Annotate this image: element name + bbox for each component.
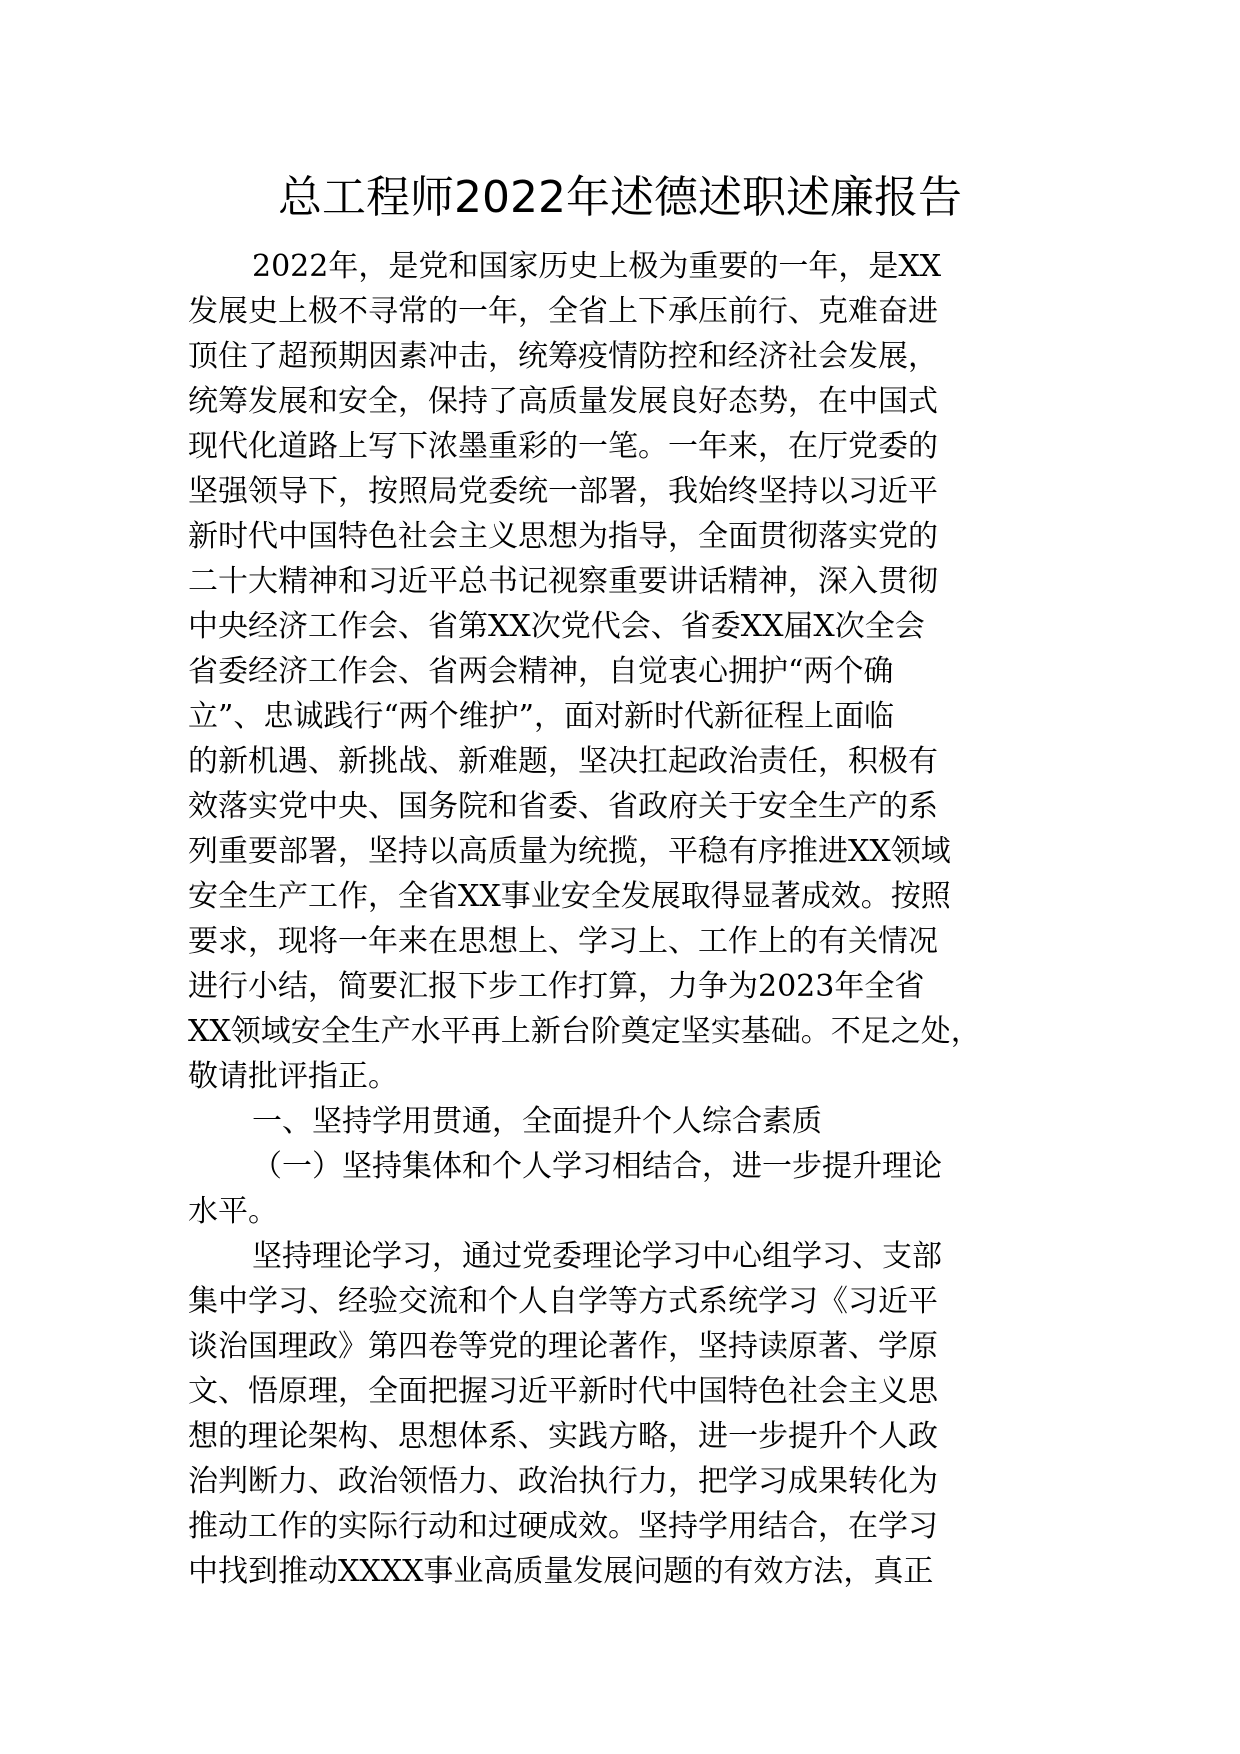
paragraph-line: 顶住了超预期因素冲击，统筹疫情防控和经济社会发展， bbox=[188, 339, 938, 374]
paragraph-line: 2022年，是党和国家历史上极为重要的一年，是XX bbox=[252, 249, 942, 284]
paragraph-line: 发展史上极不寻常的一年，全省上下承压前行、克难奋进 bbox=[188, 294, 938, 329]
paragraph-line: 想的理论架构、思想体系、实践方略，进一步提升个人政 bbox=[188, 1419, 938, 1454]
paragraph-line: 省委经济工作会、省两会精神，自觉衷心拥护“两个确 bbox=[188, 654, 894, 689]
paragraph-line: 进行小结，简要汇报下步工作打算，力争为2023年全省 bbox=[188, 969, 925, 1004]
subsection-heading: （一）坚持集体和个人学习相结合，进一步提升理论 bbox=[252, 1149, 942, 1184]
paragraph-line: 统筹发展和安全，保持了高质量发展良好态势，在中国式 bbox=[188, 384, 938, 419]
paragraph-line: 集中学习、经验交流和个人自学等方式系统学习《习近平 bbox=[188, 1284, 938, 1319]
paragraph-line: 坚强领导下，按照局党委统一部署，我始终坚持以习近平 bbox=[188, 474, 938, 509]
paragraph-line: 治判断力、政治领悟力、政治执行力，把学习成果转化为 bbox=[188, 1464, 938, 1499]
paragraph-line: 二十大精神和习近平总书记视察重要讲话精神，深入贯彻 bbox=[188, 564, 938, 599]
paragraph-line: 列重要部署，坚持以高质量为统揽，平稳有序推进XX领域 bbox=[188, 834, 951, 869]
paragraph-line: 效落实党中央、国务院和省委、省政府关于安全生产的系 bbox=[188, 789, 938, 824]
paragraph-line: 新时代中国特色社会主义思想为指导，全面贯彻落实党的 bbox=[188, 519, 938, 554]
document-title: 总工程师2022年述德述职述廉报告 bbox=[278, 172, 962, 223]
paragraph-line: 安全生产工作，全省XX事业安全发展取得显著成效。按照 bbox=[188, 879, 951, 914]
section-heading: 一、坚持学用贯通，全面提升个人综合素质 bbox=[252, 1104, 822, 1139]
paragraph-line: XX领域安全生产水平再上新台阶奠定坚实基础。不足之处， bbox=[188, 1014, 981, 1049]
paragraph-line: 文、悟原理，全面把握习近平新时代中国特色社会主义思 bbox=[188, 1374, 938, 1409]
paragraph-line: 中央经济工作会、省第XX次党代会、省委XX届X次全会 bbox=[188, 609, 925, 644]
paragraph-line: 中找到推动XXXX事业高质量发展问题的有效方法，真正 bbox=[188, 1554, 934, 1589]
paragraph-line: 立”、忠诚践行“两个维护”，面对新时代新征程上面临 bbox=[188, 699, 895, 734]
paragraph-line: 要求，现将一年来在思想上、学习上、工作上的有关情况 bbox=[188, 924, 938, 959]
paragraph-line: 推动工作的实际行动和过硬成效。坚持学用结合，在学习 bbox=[188, 1509, 938, 1544]
subsection-heading-continuation: 水平。 bbox=[188, 1194, 278, 1229]
paragraph-line: 谈治国理政》第四卷等党的理论著作，坚持读原著、学原 bbox=[188, 1329, 938, 1364]
paragraph-line: 现代化道路上写下浓墨重彩的一笔。一年来，在厅党委的 bbox=[188, 429, 938, 464]
document-body bbox=[188, 244, 1068, 1594]
paragraph-line: 坚持理论学习，通过党委理论学习中心组学习、支部 bbox=[252, 1239, 942, 1274]
paragraph-line: 敬请批评指正。 bbox=[188, 1059, 398, 1094]
paragraph-line: 的新机遇、新挑战、新难题，坚决扛起政治责任，积极有 bbox=[188, 744, 938, 779]
